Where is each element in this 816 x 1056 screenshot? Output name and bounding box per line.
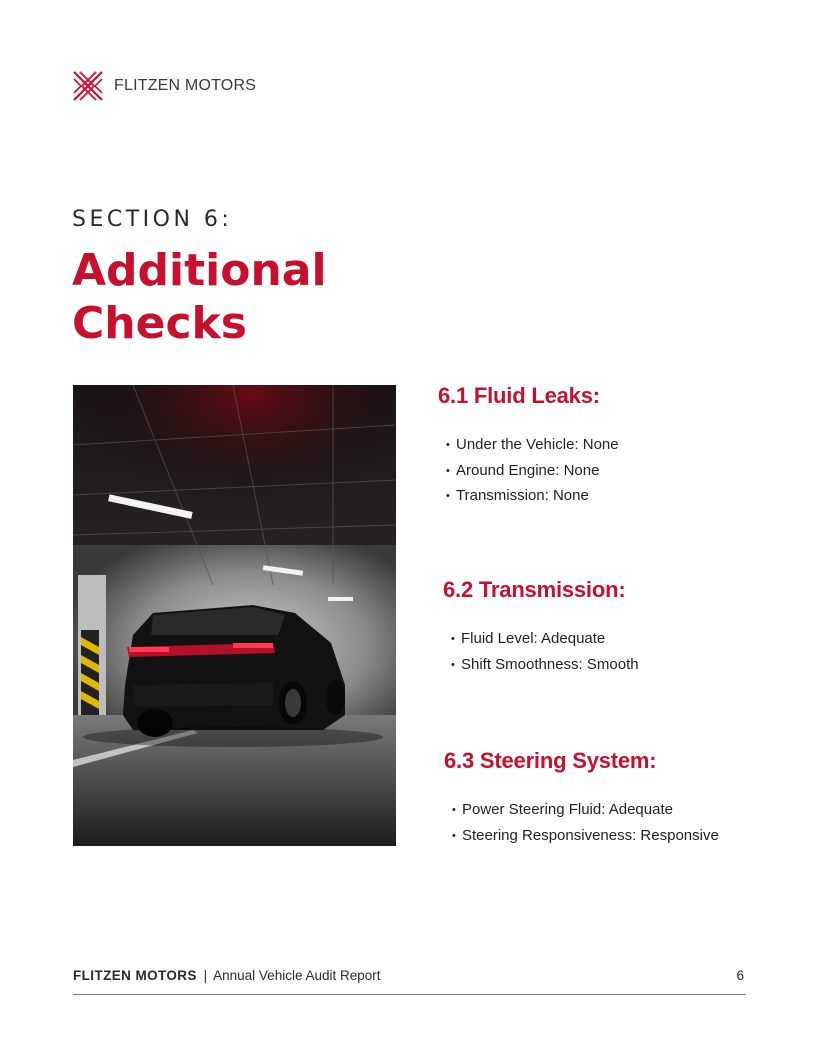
footer-brand: FLITZEN MOTORS	[73, 968, 197, 983]
list-item: • Fluid Level: Adequate	[451, 630, 606, 647]
page-title: Additional Checks	[72, 245, 327, 349]
list-item: • Around Engine: None	[446, 461, 600, 479]
section-kicker: SECTION 6:	[72, 207, 233, 232]
list-item: • Steering Responsiveness: Responsive	[452, 826, 719, 844]
page-number: 6	[736, 968, 744, 983]
list-item: • Under the Vehicle: None	[446, 436, 619, 453]
list-item: • Transmission: None	[446, 487, 589, 504]
footer-report-title: Annual Vehicle Audit Report	[213, 968, 381, 983]
check-section	[438, 383, 619, 510]
list-item: • Power Steering Fluid: Adequate	[452, 801, 673, 818]
brand-logo	[72, 70, 256, 102]
vehicle-photo	[73, 385, 396, 846]
brand-name: FLITZEN MOTORS	[114, 77, 257, 94]
section-heading: 6.3 Steering System:	[444, 748, 657, 773]
page-footer	[73, 968, 746, 983]
section-heading: 6.1 Fluid Leaks:	[438, 383, 600, 408]
check-section	[444, 748, 719, 849]
check-section	[443, 577, 639, 678]
section-heading: 6.2 Transmission:	[443, 577, 626, 602]
footer-divider	[73, 994, 746, 995]
footer-separator: |	[203, 968, 208, 983]
crossed-chevrons-logo-icon	[72, 70, 104, 102]
list-item: • Shift Smoothness: Smooth	[451, 655, 639, 673]
